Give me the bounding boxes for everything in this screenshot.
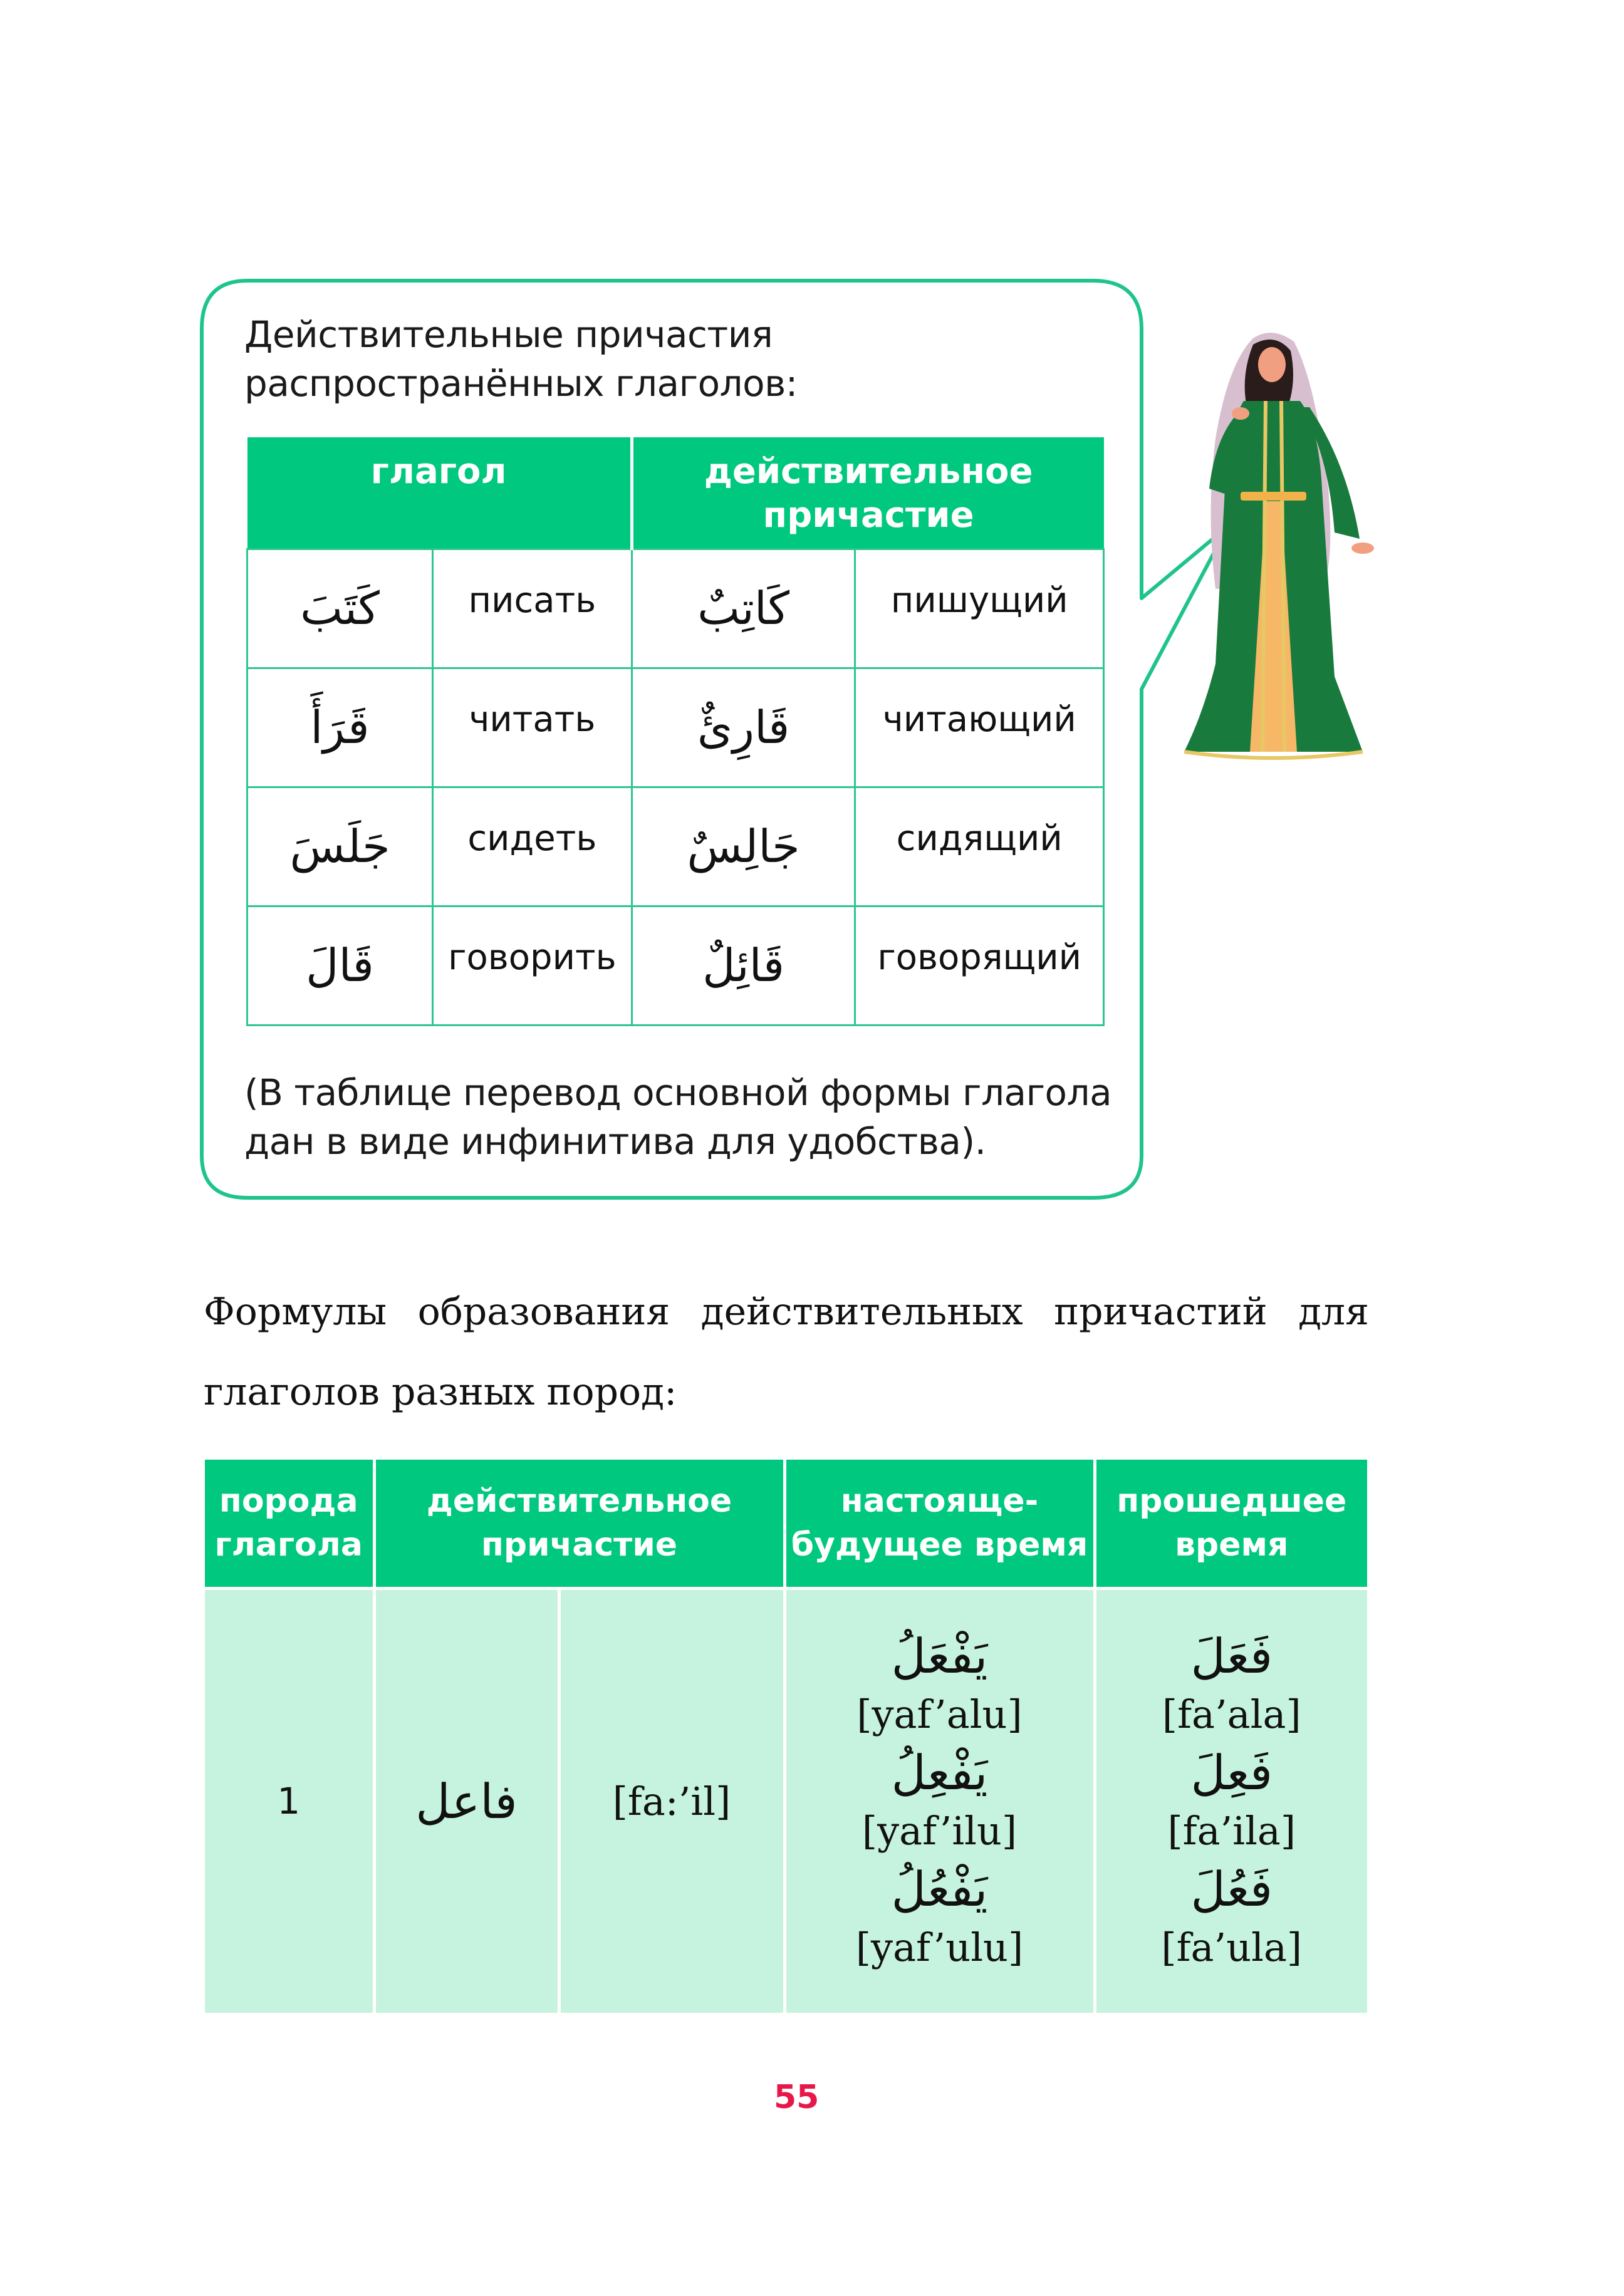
past-transliteration: [fa’ila] [1167,1808,1296,1854]
header-participle: действительное причастие [632,437,1103,549]
participle-pattern-arabic: فاعل [374,1588,559,2013]
table-row [205,1588,1367,2013]
participle-russian: сидящий [855,787,1104,906]
participle-russian: говорящий [855,906,1104,1025]
table-row [247,787,1104,906]
verb-arabic: جَلَسَ [247,787,433,906]
past-arabic: فَعُلَ [1190,1861,1273,1918]
table-row [247,906,1104,1025]
verb-russian: говорить [433,906,632,1025]
participle-arabic: قَارِئٌ [632,668,855,787]
present-transliteration: [yaf’alu] [856,1691,1023,1738]
present-arabic: يَفْعَلُ [891,1628,988,1685]
past-transliteration: [fa’ala] [1162,1691,1301,1738]
present-arabic: يَفْعِلُ [891,1745,988,1801]
verb-russian: писать [433,549,632,668]
table-row [247,668,1104,787]
past-forms [1095,1588,1367,2013]
verb-arabic: قَالَ [247,906,433,1025]
header-form: порода глагола [205,1460,374,1588]
past-arabic: فَعِلَ [1190,1745,1273,1801]
table-row [247,549,1104,668]
formula-paragraph: Формулы образования действительных причастий для глаголов разных пород: [204,1290,1369,1414]
participle-arabic: جَالِسٌ [632,787,855,906]
header-verb: глагол [247,437,632,549]
header-participle: действительное причастие [374,1460,784,1588]
header-past: прошедшее время [1095,1460,1367,1588]
form-number: 1 [205,1588,374,2013]
participle-pattern-transliteration: [fa:’il] [559,1588,784,2013]
participle-russian: читающий [855,668,1104,787]
participle-arabic: قَائِلٌ [632,906,855,1025]
header-present-future: настояще-будущее время [784,1460,1095,1588]
participle-russian: пишущий [855,549,1104,668]
past-transliteration: [fa’ula] [1161,1925,1303,1971]
woman-in-green-dress-illustration [1147,326,1397,777]
present-future-forms [784,1588,1095,2013]
present-transliteration: [yaf’ulu] [855,1925,1024,1971]
table-note: (В таблице перевод основной формы глагола дан в виде инфинитива для удобства). [244,1071,1112,1163]
bubble-intro [244,310,1122,408]
present-arabic: يَفْعُلُ [891,1861,988,1918]
verb-russian: сидеть [433,787,632,906]
page-number: 55 [774,2079,820,2116]
verbs-participles-table [246,437,1105,1026]
verb-arabic: قَرَأَ [247,668,433,787]
present-transliteration: [yaf’ilu] [861,1808,1018,1854]
participle-arabic: كَاتِبٌ [632,549,855,668]
past-arabic: فَعَلَ [1190,1628,1273,1685]
verb-arabic: كَتَبَ [247,549,433,668]
formula-table [205,1460,1367,2013]
verb-russian: читать [433,668,632,787]
intro-text: Действительные причастия распространённых глаголов: [244,313,798,405]
